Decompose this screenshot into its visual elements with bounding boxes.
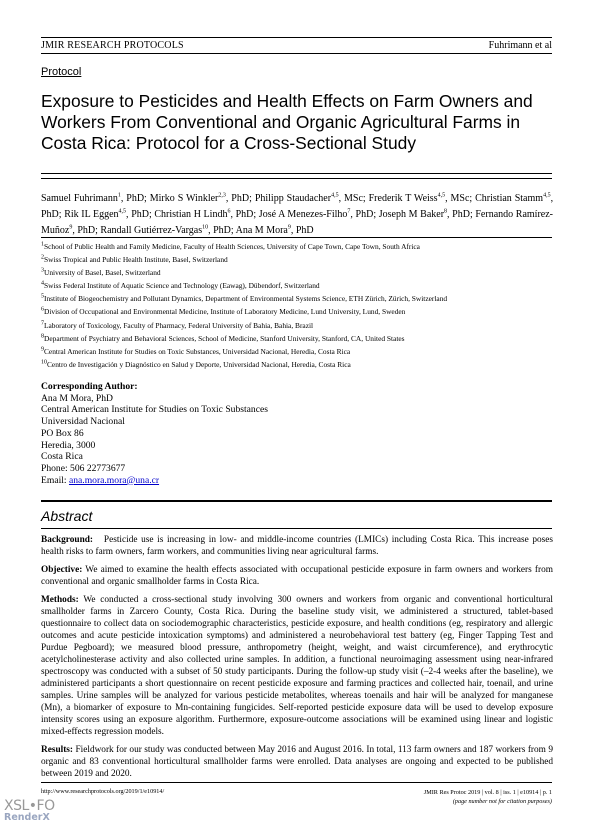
citation-line: JMIR Res Protoc 2019 | vol. 8 | iss. 1 | e10914 | p. 1 <box>423 789 552 796</box>
abstract-heading-rule <box>41 528 552 529</box>
author <box>255 193 369 204</box>
authors-rule <box>41 237 552 238</box>
author-name: Mirko S Winkler <box>149 193 219 204</box>
title-rule-2 <box>41 178 552 179</box>
affiliation-number: 8 <box>41 333 44 340</box>
corresponding-line: PO Box 86 <box>41 427 84 439</box>
author-degree: , PhD; <box>447 209 476 220</box>
author-affiliation-ref: 6 <box>227 208 231 215</box>
affiliation-number: 10 <box>41 359 47 366</box>
corresponding-line: Phone: 506 22773677 <box>41 462 126 474</box>
affiliation-number: 5 <box>41 293 44 300</box>
section-label: Background: <box>41 535 94 545</box>
affiliation-number: 7 <box>41 320 44 327</box>
renderx-logo-text: RenderX <box>4 812 50 823</box>
author-degree: , MSc; <box>338 193 369 204</box>
author-degree: , PhD; <box>126 209 155 220</box>
author-name: Ana M Mora <box>235 225 288 236</box>
footer-rule <box>41 782 552 783</box>
author-affiliation-ref: 7 <box>347 208 351 215</box>
author-affiliation-ref: 9 <box>69 224 73 231</box>
author-degree: , PhD; <box>41 193 554 220</box>
affiliation <box>41 240 553 253</box>
affiliation-text: Laboratory of Toxicology, Faculty of Pharmacy, Federal University of Bahia, Bahia, Brazil <box>44 320 314 330</box>
xslfo-logo-text: XSL•FO <box>4 798 55 814</box>
affiliation-number: 6 <box>41 307 44 313</box>
author-name: Fernando Ramírez-Muñoz <box>41 209 553 236</box>
author-affiliation-ref: 4,5 <box>118 208 127 215</box>
affiliation-text: Department of Psychiatry and Behavioral Sciences, School of Medicine, Stanford University, Stanford, CA, United States <box>44 333 405 343</box>
author-affiliation-ref: 8 <box>444 208 448 215</box>
header-top-rule <box>41 37 552 38</box>
affiliation <box>41 305 553 318</box>
author-name: Christian Stamm <box>475 193 544 204</box>
affiliation-text: Central American Institute for Studies on Toxic Substances, Universidad Nacional, Heredia, Costa Rica <box>44 346 351 356</box>
email-line <box>41 475 268 487</box>
abstract-heading: Abstract <box>41 508 93 524</box>
author-degree: , PhD; <box>120 193 150 204</box>
article-title: Exposure to Pesticides and Health Effects on Farm Owners and Workers From Conventional and Organic Agricultural Farms in Costa Rica: Protocol for a Cross-Sectional Study <box>41 91 533 153</box>
affiliation-text: Swiss Tropical and Public Health Institute, Basel, Switzerland <box>44 255 228 265</box>
corresponding-line: Universidad Nacional <box>41 416 125 428</box>
affiliation-number: 2 <box>41 254 44 261</box>
affiliation-number: 9 <box>41 346 44 353</box>
affiliation-text: Centro de Investigación y Diagnóstico en Salud y Deporte, Universidad Nacional, Heredia, Costa Rica <box>47 359 351 369</box>
author <box>100 225 235 236</box>
abstract-top-rule <box>41 500 552 502</box>
author-name: Randall Gutiérrez-Vargas <box>100 225 203 236</box>
author <box>379 209 476 220</box>
author <box>150 193 255 204</box>
corresponding-line: Ana M Mora, PhD <box>41 392 113 404</box>
corresponding-line: Central American Institute for Studies on Toxic Substances <box>41 404 268 416</box>
section-text: Pesticide use is increasing in low- and middle-income countries (LMICs) including Costa Rica. This increase poses health risks to farm owners, farm workers, and communities living near agricultural farms. <box>41 535 553 557</box>
author-affiliation-ref: 4,5 <box>437 192 446 199</box>
affiliation-number: 3 <box>41 267 44 274</box>
author-affiliation-ref: 10 <box>202 224 209 231</box>
affiliation-text: School of Public Health and Family Medicine, Faculty of Health Sciences, University of Cape Town, Cape Town, South Africa <box>44 242 420 251</box>
author-degree: , PhD; <box>350 209 379 220</box>
author-name: Christian H Lindh <box>154 209 228 220</box>
author-degree: , PhD; <box>208 225 236 236</box>
affiliation <box>41 319 553 332</box>
author-name: Philipp Staudacher <box>254 193 332 204</box>
author <box>154 209 258 220</box>
author-name: Rik IL Eggen <box>64 209 119 220</box>
affiliation <box>41 345 553 358</box>
affiliation <box>41 332 553 345</box>
affiliation-text: Institute of Biogeochemistry and Pollutant Dynamics, Department of Environmental Systems Science, ETH Zürich, Zürich, Switzerland <box>44 294 448 304</box>
author-degree: , PhD <box>290 225 314 236</box>
affiliation-text: Swiss Federal Institute of Aquatic Science and Technology (Eawag), Dübendorf, Switzerland <box>44 281 320 291</box>
author <box>41 193 150 204</box>
corresponding-label: Corresponding Author: <box>41 381 138 392</box>
abstract-body <box>41 534 553 786</box>
running-author: Fuhrimann et al <box>488 40 552 51</box>
author-affiliation-ref: 2,3 <box>218 192 226 199</box>
author-degree: , PhD; <box>230 209 259 220</box>
affiliation-text: University of Basel, Basel, Switzerland <box>44 268 161 278</box>
citation-note: (page number not for citation purposes) <box>452 798 552 805</box>
author-list <box>41 191 553 239</box>
author-affiliation-ref: 9 <box>287 224 291 231</box>
section-label: Objective: <box>41 565 83 575</box>
renderx-logo <box>4 798 55 823</box>
author-affiliation-ref: 1 <box>117 192 121 199</box>
author <box>64 209 154 220</box>
affiliation <box>41 253 553 266</box>
article-type: Protocol <box>41 66 82 78</box>
email-label: Email: <box>41 474 69 486</box>
affiliation <box>41 358 553 371</box>
affiliation-text: Division of Occupational and Environmental Medicine, Institute of Laboratory Medicine, Lund University, Lund, Sweden <box>44 307 406 317</box>
affiliation <box>41 292 553 305</box>
author-degree: , PhD; <box>225 193 255 204</box>
abstract-objective <box>41 564 553 588</box>
affiliation-number: 4 <box>41 280 44 287</box>
affiliation-list <box>41 240 553 371</box>
email-link[interactable]: ana.mora.mora@una.cr <box>68 474 160 486</box>
abstract-results <box>41 744 553 780</box>
author <box>259 209 379 220</box>
author <box>369 193 476 204</box>
corresponding-line: Heredia, 3000 <box>41 439 96 451</box>
affiliation-number: 1 <box>41 241 44 248</box>
journal-name: JMIR RESEARCH PROTOCOLS <box>41 40 184 51</box>
author-name: Samuel Fuhrimann <box>41 193 118 204</box>
author <box>236 225 314 236</box>
footer-url: http://www.researchprotocols.org/2019/1/e10914/ <box>41 788 165 795</box>
affiliation <box>41 279 553 292</box>
corresponding-line: Costa Rica <box>41 451 83 463</box>
author-name: Frederik T Weiss <box>368 193 438 204</box>
author-name: José A Menezes-Filho <box>258 209 348 220</box>
author-degree: , PhD; <box>72 225 101 236</box>
section-text: We conducted a cross-sectional study involving 300 owners and workers from organic and conventional horticultural smallholder farms in Zarcero County, Costa Rica. During the baseline study visit, we administered a structured, tablet-based questionnaire to collect data on sociodemographic characteristics, pesticide exposure, and health conditions (eg, respiratory and allergic outcomes and acute pesticide intoxication symptoms) and administered a neurobehavioral test battery (eg, Finger Tapping Test and Purdue Pegboard); we measured blood pressure, anthropometry (height, weight, and waist circumference), and erythrocytic acetylcholinesterase activity and also collected urine samples. In addition, a functional neuroimaging assessment using near-infrared spectroscopy was conducted with a subset of 50 study participants. During the follow-up study visit (–2-4 weeks after the baseline), we administered participants a short questionnaire on recent pesticide exposure and farming practices and collected hair, toenail, and urine samples. Urine samples will be analyzed for various pesticide metabolites, whereas toenails and hair will be analyzed for manganese (Mn), a biomarker of exposure to Mn-containing fungicides. Self-reported pesticide exposure data will be used to develop exposure intensity scores using an exposure algorithm. Furthermore, exposure-outcome associations will be examined using linear and logistic mixed-effects regression models. <box>41 595 553 737</box>
section-label: Methods: <box>41 595 79 605</box>
footer-citation <box>424 788 552 806</box>
section-text: Fieldwork for our study was conducted between May 2016 and August 2016. In total, 113 farm owners and 187 workers from 9 organic and 83 conventional horticultural smallholder farms were enrolled. Data analyses are ongoing and expected to be published between 2019 and 2020. <box>41 745 553 779</box>
abstract-background <box>41 534 553 558</box>
author-name: Joseph M Baker <box>378 209 445 220</box>
author-affiliation-ref: 4,5 <box>543 192 551 199</box>
section-text: We aimed to examine the health effects associated with occupational pesticide exposure in farm owners and workers from conventional and organic smallholder farms in Costa Rica. <box>41 565 553 587</box>
section-label: Results: <box>41 745 74 755</box>
author-affiliation-ref: 4,5 <box>331 192 339 199</box>
corresponding-author <box>41 381 268 486</box>
abstract-methods <box>41 594 553 738</box>
header-bottom-rule <box>41 53 552 54</box>
author-degree: , MSc; <box>445 193 476 204</box>
title-rule-1 <box>41 173 552 174</box>
affiliation <box>41 266 553 279</box>
